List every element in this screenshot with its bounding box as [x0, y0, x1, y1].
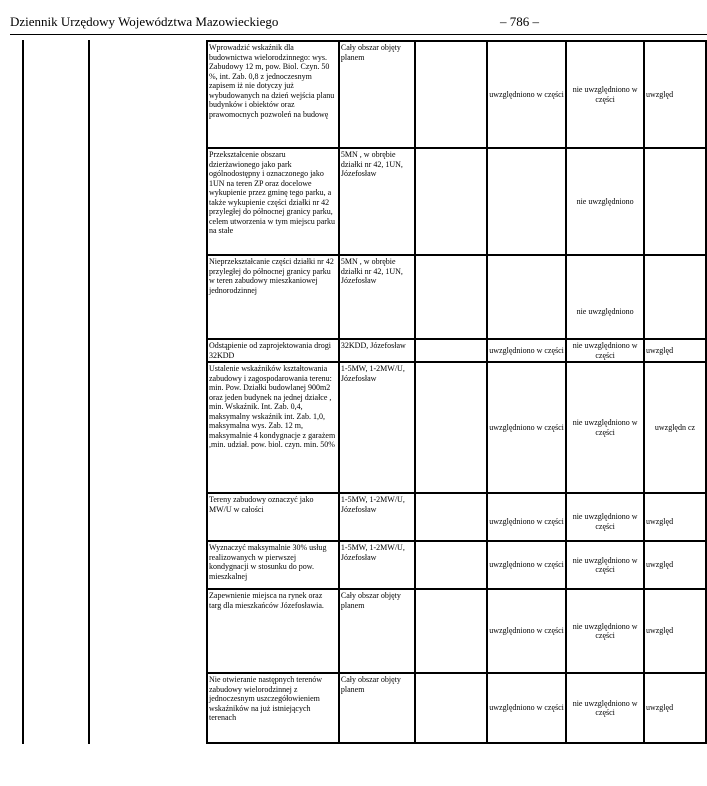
decision-cell-clipped: uwzględ — [644, 673, 706, 743]
remark-area: 5MN , w obrębie działki nr 42, 1UN, Józefosław — [339, 148, 415, 255]
decision-cell: uwzględniono w części — [487, 339, 566, 362]
table-row — [207, 362, 706, 493]
remark-area: Cały obszar objęty planem — [339, 589, 415, 673]
remark-content: Odstąpienie od zaprojektowania drogi 32KDD — [207, 339, 339, 362]
decision-cell: nie uwzględniono w części — [566, 541, 644, 589]
table-row — [207, 339, 706, 362]
table-row — [207, 589, 706, 673]
decision-cell: uwzględniono w części — [487, 589, 566, 673]
empty-cell — [415, 362, 487, 493]
empty-cell — [415, 493, 487, 541]
remark-area: 1-5MW, 1-2MW/U, Józefosław — [339, 362, 415, 493]
remark-content: Nieprzekształcanie części działki nr 42 przyległej do północnej granicy parku w teren zabudowy mieszkaniowej jednorodzinnej — [207, 255, 339, 339]
remark-area: 1-5MW, 1-2MW/U, Józefosław — [339, 541, 415, 589]
table-row — [207, 493, 706, 541]
decision-cell: nie uwzględniono w części — [566, 493, 644, 541]
empty-cell — [415, 339, 487, 362]
remark-content: Ustalenie wskaźników kształtowania zabudowy i zagospodarowania terenu: min. Pow. Działki budowlanej 900m2 oraz jeden budynek na jednej działce , min. Wskaźnik. Int. Zab. 0,4, maksymalny wskaźnik int. Zab. 1,0, maksymalna wys. Zab. 12 m, maksymalnie 4 kondygnacje z garażem ,min. udział. pow. biol. czyn. min. 50% — [207, 362, 339, 493]
decision-cell: uwzględniono w części — [487, 541, 566, 589]
remark-area: 32KDD, Józefosław — [339, 339, 415, 362]
decision-cell: nie uwzględniono w części — [566, 589, 644, 673]
decision-cell-clipped: uwzględ — [644, 589, 706, 673]
decision-cell: uwzględniono w części — [487, 41, 566, 148]
decision-cell: nie uwzględniono w części — [566, 673, 644, 743]
table-row — [207, 148, 706, 255]
empty-cell — [415, 148, 487, 255]
table-row — [207, 41, 706, 148]
remark-content: Zapewnienie miejsca na rynek oraz targ dla mieszkańców Józefosławia. — [207, 589, 339, 673]
table-row — [207, 673, 706, 743]
decision-cell: nie uwzględniono w części — [566, 362, 644, 493]
remark-area: Cały obszar objęty planem — [339, 673, 415, 743]
decision-cell: uwzględniono w części — [487, 673, 566, 743]
empty-cell — [415, 255, 487, 339]
remark-area: Cały obszar objęty planem — [339, 41, 415, 148]
empty-cell — [415, 589, 487, 673]
remark-content: Tereny zabudowy oznaczyć jako MW/U w całości — [207, 493, 339, 541]
remark-content: Wyznaczyć maksymalnie 30% usług realizowanych w pierwszej kondygnacji w stosunku do pow. mieszkalnej — [207, 541, 339, 589]
decision-cell-clipped: uwzględn cz — [644, 362, 706, 493]
decision-cell — [487, 148, 566, 255]
header-rule — [10, 34, 707, 35]
remark-content: Nie otwieranie następnych terenów zabudowy wielorodzinnej z jednoczesnym uszczegółowieniem wskaźników na już istniejących terenach — [207, 673, 339, 743]
decision-cell: nie uwzględniono w części — [566, 41, 644, 148]
decision-cell-clipped: uwzględ — [644, 41, 706, 148]
decision-cell: uwzględniono w części — [487, 493, 566, 541]
remarks-table — [206, 40, 707, 744]
decision-cell: nie uwzględniono w części — [566, 339, 644, 362]
decision-cell-clipped: uwzględ — [644, 339, 706, 362]
remark-area: 5MN , w obrębie działki nr 42, 1UN, Józefosław — [339, 255, 415, 339]
journal-title: Dziennik Urzędowy Województwa Mazowieckiego — [10, 14, 279, 29]
table-row — [207, 541, 706, 589]
page-number: – 786 – — [500, 14, 539, 29]
decision-cell-clipped — [644, 148, 706, 255]
second-column-border — [88, 40, 90, 744]
decision-cell-clipped: uwzględ — [644, 541, 706, 589]
decision-cell: nie uwzględniono — [566, 255, 644, 339]
empty-cell — [415, 673, 487, 743]
empty-cell — [415, 41, 487, 148]
decision-cell — [487, 255, 566, 339]
decision-cell-clipped: uwzględ — [644, 493, 706, 541]
decision-cell: nie uwzględniono — [566, 148, 644, 255]
remark-content: Wprowadzić wskaźnik dla budownictwa wielorodzinnego: wys. Zabudowy 12 m, pow. Biol. Czyn. 50 %, int. Zab. 0,8 z jednoczesnym zapisem iż nie dotyczy już wybudowanych na dzień wejścia planu budynków i obiektów oraz prawomocnych pozwoleń na budowę — [207, 41, 339, 148]
remark-content: Przekształcenie obszaru dzierżawionego jako park ogólnodostępny i oznaczonego jako 1UN na teren ZP oraz docelowe wykupienie przez gminę tego parku, a także wykupienie części działki nr 42 przyległej do północnej granicy parku, celem utworzenia w tym miejscu parku na stałe — [207, 148, 339, 255]
decision-cell: uwzględniono w części — [487, 362, 566, 493]
left-column-border — [22, 40, 24, 744]
table-row — [207, 255, 706, 339]
remark-area: 1-5MW, 1-2MW/U, Józefosław — [339, 493, 415, 541]
empty-cell — [415, 541, 487, 589]
decision-cell-clipped — [644, 255, 706, 339]
